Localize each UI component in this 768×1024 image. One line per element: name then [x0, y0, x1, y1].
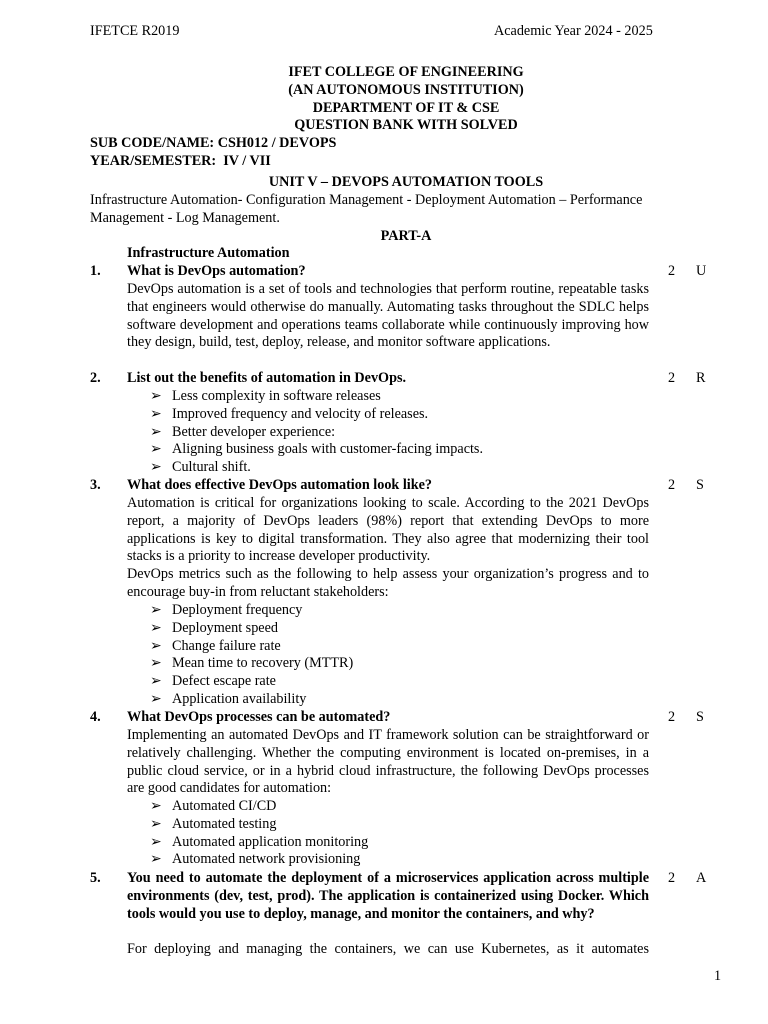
- list-item: ➢ Mean time to recovery (MTTR): [150, 655, 354, 672]
- question-text: What is DevOps automation?: [127, 263, 306, 279]
- department-name: DEPARTMENT OF IT & CSE: [312, 99, 500, 116]
- question-level: R: [696, 370, 706, 386]
- answer-text: Automation is critical for organizations looking to scale. According to the 2021 DevOps report, a majority of DevOps leaders (98%) report that extending DevOps to more applications is key to digital transformation. They also agree that modernizing their tool stacks is a priority to increase developer productivity.: [127, 495, 649, 565]
- bullet-list: [150, 388, 483, 477]
- arrow-bullet-icon: ➢: [150, 388, 162, 404]
- question-number: 4.: [90, 709, 101, 725]
- header-right: Academic Year 2024 - 2025: [494, 23, 653, 39]
- list-item: ➢ Improved frequency and velocity of releases.: [150, 405, 429, 422]
- list-item: ➢ Automated CI/CD: [150, 798, 277, 814]
- sub-code: SUB CODE/NAME: CSH012 / DEVOPS: [90, 135, 337, 151]
- list-item: ➢ Automated application monitoring: [150, 833, 369, 850]
- answer-text: DevOps automation is a set of tools and technologies that perform routine, repeatable tasks that engineers would otherwise do manually. Automating tasks throughout the SDLC helps software development and operations teams collaborate while continuously improving how they design, build, test, deploy, release, and monitor software applications.: [127, 281, 649, 351]
- arrow-bullet-icon: ➢: [150, 673, 162, 690]
- document-type: QUESTION BANK WITH SOLVED: [294, 117, 518, 134]
- part-heading: PART-A: [380, 228, 432, 244]
- question-level: A: [696, 870, 707, 886]
- question-marks: 2: [668, 370, 676, 386]
- section-heading: Infrastructure Automation: [127, 245, 290, 261]
- list-item: ➢ Application availability: [150, 690, 307, 707]
- list-item: ➢ Change failure rate: [150, 637, 281, 654]
- list-item: ➢ Less complexity in software releases: [150, 388, 381, 404]
- institution-type: (AN AUTONOMOUS INSTITUTION): [288, 81, 524, 98]
- question-level: S: [696, 477, 704, 493]
- list-item: ➢ Deployment speed: [150, 619, 278, 636]
- answer-text: Implementing an automated DevOps and IT framework solution can be straightforward or relatively challenging. Whether the computing environment is located on-premises, in a public cloud service, or in a hybrid cloud infrastructure, the following DevOps processes are good candidates for automation:: [127, 727, 649, 797]
- arrow-bullet-icon: ➢: [150, 441, 162, 458]
- question-level: U: [696, 263, 707, 279]
- arrow-bullet-icon: ➢: [150, 655, 162, 672]
- question-level: S: [696, 709, 704, 725]
- arrow-bullet-icon: ➢: [150, 833, 162, 850]
- answer-text: For deploying and managing the containers, we can use Kubernetes, as it automates: [127, 941, 649, 957]
- header-left: IFETCE R2019: [90, 23, 180, 39]
- list-item: ➢ Cultural shift.: [150, 459, 251, 476]
- arrow-bullet-icon: ➢: [150, 619, 162, 636]
- arrow-bullet-icon: ➢: [150, 405, 162, 422]
- question-marks: 2: [668, 709, 676, 725]
- arrow-bullet-icon: ➢: [150, 690, 162, 707]
- question-number: 1.: [90, 263, 101, 279]
- college-name: IFET COLLEGE OF ENGINEERING: [288, 64, 524, 80]
- bullet-list: [150, 602, 353, 709]
- arrow-bullet-icon: ➢: [150, 602, 162, 618]
- question-text: What DevOps processes can be automated?: [127, 709, 391, 725]
- arrow-bullet-icon: ➢: [150, 815, 162, 832]
- question-text: You need to automate the deployment of a microservices application across multiple environments (dev, test, prod). The application is containerized using Docker. Which tools would you use to deploy, manage, and monitor the containers, and why?: [127, 870, 649, 922]
- arrow-bullet-icon: ➢: [150, 459, 162, 476]
- question-marks: 2: [668, 870, 676, 886]
- list-item: ➢ Defect escape rate: [150, 673, 276, 690]
- list-item: ➢ Automated testing: [150, 815, 277, 832]
- arrow-bullet-icon: ➢: [150, 798, 162, 814]
- question-marks: 2: [668, 263, 676, 279]
- question-number: 3.: [90, 477, 101, 493]
- bullet-list: [150, 798, 368, 869]
- question-text: List out the benefits of automation in DevOps.: [127, 370, 407, 386]
- question-number: 5.: [90, 870, 101, 886]
- list-item: ➢ Automated network provisioning: [150, 851, 361, 868]
- arrow-bullet-icon: ➢: [150, 637, 162, 654]
- year-semester: YEAR/SEMESTER: IV / VII: [90, 153, 271, 169]
- unit-title: UNIT V – DEVOPS AUTOMATION TOOLS: [268, 174, 544, 190]
- arrow-bullet-icon: ➢: [150, 423, 162, 440]
- question-number: 2.: [90, 370, 101, 386]
- answer-text: DevOps metrics such as the following to help assess your organization’s progress and to encourage buy-in from reluctant stakeholders:: [127, 566, 649, 600]
- title-block: [90, 64, 722, 135]
- question-marks: 2: [668, 477, 676, 493]
- list-item: ➢ Deployment frequency: [150, 602, 303, 618]
- syllabus-topics: Infrastructure Automation- Configuration Management - Deployment Automation – Performance Management - Log Management.: [90, 192, 643, 226]
- list-item: ➢ Better developer experience:: [150, 423, 336, 440]
- question-text: What does effective DevOps automation look like?: [127, 477, 433, 493]
- arrow-bullet-icon: ➢: [150, 851, 162, 868]
- page-number: 1: [714, 968, 722, 984]
- list-item: ➢ Aligning business goals with customer-facing impacts.: [150, 441, 484, 458]
